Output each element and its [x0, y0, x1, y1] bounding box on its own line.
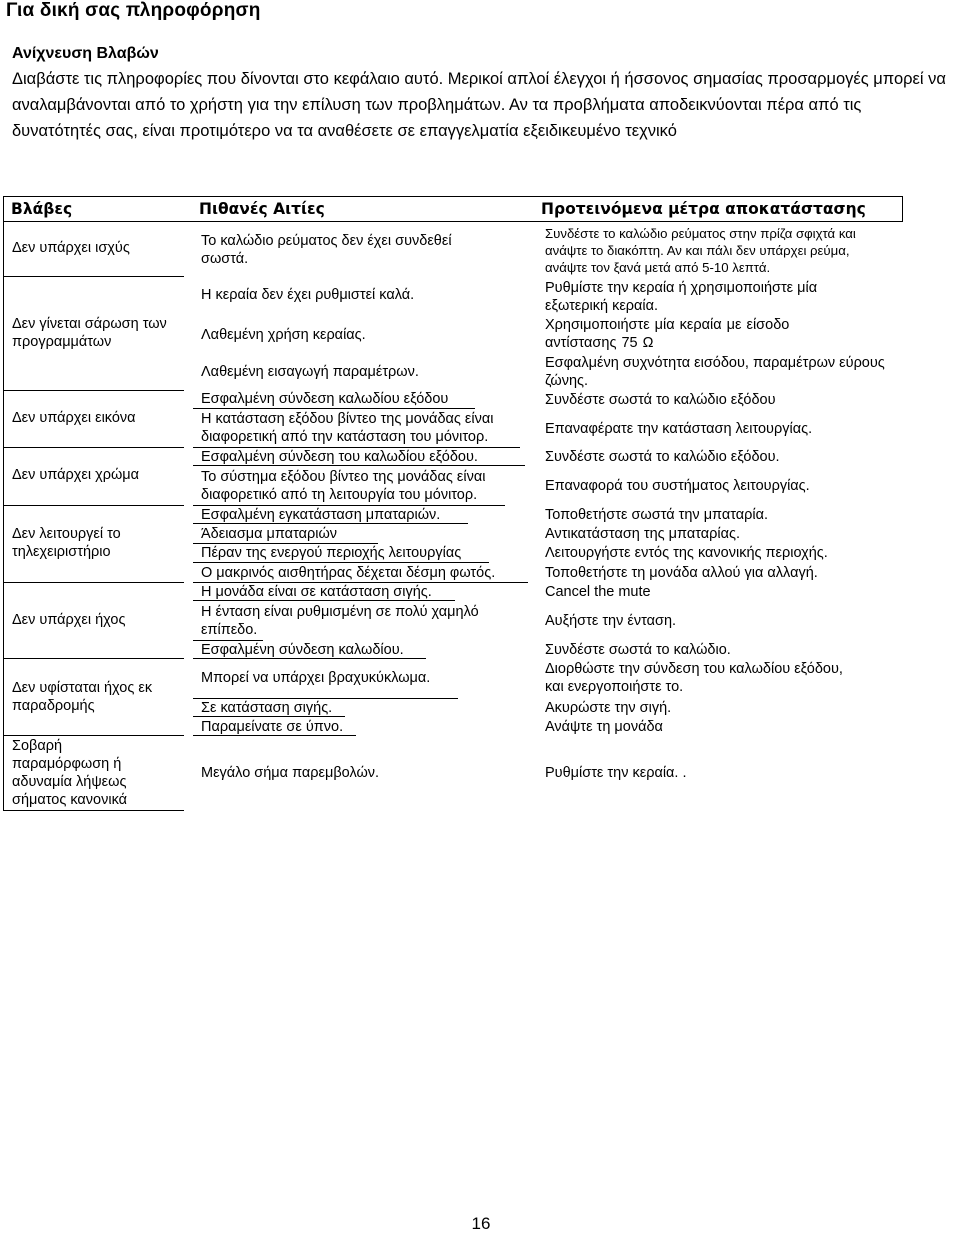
remedy-cell: Cancel the mute [545, 584, 651, 600]
intro-paragraph: Διαβάστε τις πληροφορίες που δίνονται στο κεφάλαιο αυτό. Μερικοί απλοί έλεγχοι ή ήσσονος σημασίας προσαρμογές μπορεί να αναλαμβάνονται από το χρήστη για την επίλυση των προβλημάτων. Αν τα προβλήματα αποδεικνύονται πέρα από τις δυνατότητές σας, είναι προτιμότερο να τα αναθέσετε σε επαγγελματία εξειδικευμένο τεχνικό [12, 70, 946, 140]
divider [3, 658, 184, 659]
header-faults: Βλάβες [11, 200, 73, 218]
cause-cell: Εσφαλμένη σύνδεση καλωδίου εξόδου [201, 391, 449, 407]
remedy-cell: Επαναφορά του συστήματος λειτουργίας. [545, 478, 810, 494]
remedy-cell: Ανάψτε τη μονάδα [545, 719, 663, 735]
remedy-cell: Επαναφέρατε την κατάσταση λειτουργίας. [545, 421, 813, 437]
remedy-cell: Συνδέστε σωστά το καλώδιο. [545, 642, 731, 658]
divider [3, 582, 184, 583]
cause-cell: Παραμείνατε σε ύπνο. [201, 719, 344, 735]
cause-cell: Η κεραία δεν έχει ρυθμιστεί καλά. [201, 287, 415, 303]
header-causes: Πιθανές Αιτίες [199, 200, 325, 218]
cause-cell: Το καλώδιο ρεύματος δεν έχει συνδεθεί σωστά. [201, 233, 452, 267]
remedy-cell: Ρυθμίστε την κεραία ή χρησιμοποιήστε μία εξωτερική κεραία. [545, 280, 818, 314]
fault-cell: Δεν λειτουργεί το τηλεχειριστήριο [12, 526, 121, 560]
remedy-cell: Συνδέστε σωστά το καλώδιο εξόδου. [545, 449, 780, 465]
fault-cell: Σοβαρή παραμόρφωση ή αδυναμία λήψεως σήματος κανονικά [12, 738, 128, 808]
section-title: Ανίχνευση Βλαβών [12, 45, 159, 62]
fault-cell: Δεν υπάρχει ήχος [12, 612, 126, 628]
divider [3, 390, 184, 391]
divider [3, 276, 184, 277]
remedy-cell: Τοποθετήστε σωστά την μπαταρία. [545, 507, 769, 523]
fault-cell: Δεν γίνεται σάρωση των προγραμμάτων [12, 316, 167, 350]
remedy-cell: Αντικατάσταση της μπαταρίας. [545, 526, 740, 542]
remedy-cell: Συνδέστε σωστά το καλώδιο εξόδου [545, 392, 776, 408]
cause-cell: Σε κατάσταση σιγής. [201, 700, 333, 716]
divider [193, 562, 489, 563]
cause-cell: Λαθεμένη χρήση κεραίας. [201, 327, 366, 343]
divider [3, 447, 184, 448]
cause-cell: Εσφαλμένη σύνδεση καλωδίου. [201, 642, 404, 658]
cause-cell: Πέραν της ενεργού περιοχής λειτουργίας [201, 545, 462, 561]
remedy-cell: Διορθώστε την σύνδεση του καλωδίου εξόδου, και ενεργοποιήστε το. [545, 661, 843, 695]
remedy-cell: Εσφαλμένη συχνότητα εισόδου, παραμέτρων εύρους ζώνης. [545, 355, 885, 389]
remedy-cell: Ακυρώστε την σιγή. [545, 700, 672, 716]
cause-cell: Η ένταση είναι ρυθμισμένη σε πολύ χαμηλό επίπεδο. [201, 604, 479, 638]
remedy-cell: Χρησιμοποιήστε μία κεραία με είσοδο αντίστασης 75 Ω [545, 317, 790, 351]
divider [193, 408, 475, 409]
remedy-cell: Συνδέστε το καλώδιο ρεύματος στην πρίζα σφιχτά και ανάψτε το διακόπτη. Αν και πάλι δεν υπάρχει ρεύμα, ανάψτε τον ξανά μετά από 5-10 λεπτά. [545, 226, 856, 275]
cause-cell: Εσφαλμένη σύνδεση του καλωδίου εξόδου. [201, 449, 478, 465]
fault-cell: Δεν υπάρχει ισχύς [12, 240, 130, 256]
table-left-border [3, 222, 4, 810]
cause-cell: Λαθεμένη εισαγωγή παραμέτρων. [201, 364, 419, 380]
cause-cell: Η κατάσταση εξόδου βίντεο της μονάδας είναι διαφορετική από την κατάσταση του μόνιτορ. [201, 411, 494, 445]
divider [3, 505, 184, 506]
header-remedies: Προτεινόμενα μέτρα αποκατάστασης [541, 200, 866, 218]
cause-cell: Μπορεί να υπάρχει βραχυκύκλωμα. [201, 670, 431, 686]
divider [3, 810, 184, 811]
divider [3, 735, 184, 736]
cause-cell: Ο μακρινός αισθητήρας δέχεται δέσμη φωτός. [201, 565, 496, 581]
fault-cell: Δεν υπάρχει χρώμα [12, 467, 140, 483]
cause-cell: Η μονάδα είναι σε κατάσταση σιγής. [201, 584, 432, 600]
remedy-cell: Λειτουργήστε εντός της κανονικής περιοχής. [545, 545, 828, 561]
fault-cell: Δεν υφίσταται ήχος εκ παραδρομής [12, 680, 153, 714]
fault-cell: Δεν υπάρχει εικόνα [12, 410, 136, 426]
cause-cell: Εσφαλμένη εγκατάσταση μπαταριών. [201, 507, 441, 523]
remedy-cell: Αυξήστε την ένταση. [545, 613, 677, 629]
cause-cell: Το σύστημα εξόδου βίντεο της μονάδας είναι διαφορετικό από τη λειτουργία του μόνιτορ. [201, 469, 486, 503]
page-number: 16 [471, 1214, 491, 1233]
page-title: Για δική σας πληροφόρηση [6, 0, 261, 21]
cause-cell: Άδειασμα μπαταριών [201, 526, 338, 542]
remedy-cell: Ρυθμίστε την κεραία. . [545, 765, 687, 781]
remedy-cell: Τοποθετήστε τη μονάδα αλλού για αλλαγή. [545, 565, 818, 581]
cause-cell: Μεγάλο σήμα παρεμβολών. [201, 765, 380, 781]
